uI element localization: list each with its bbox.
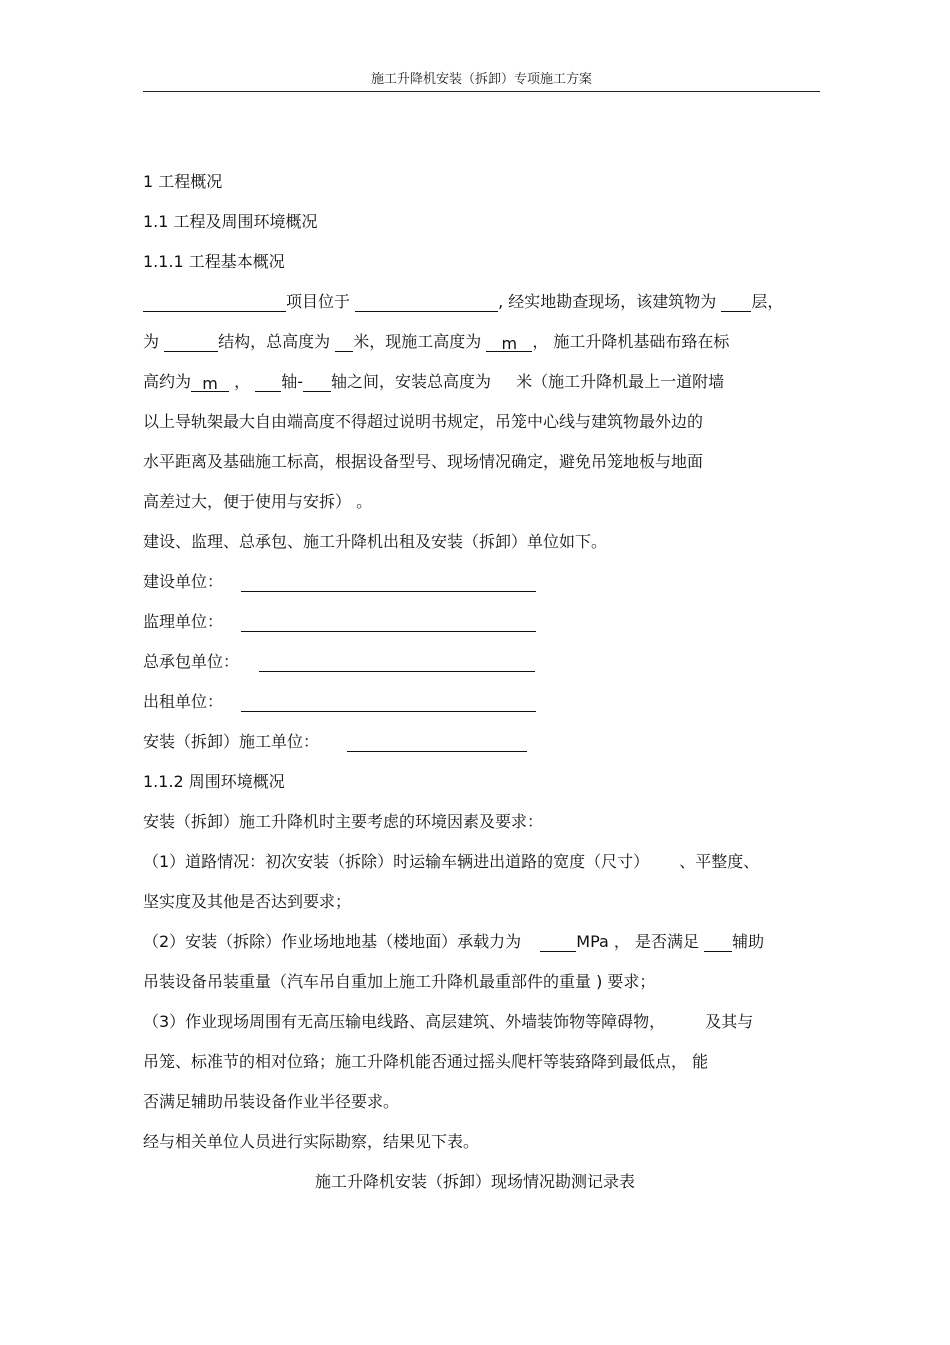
env-text: （3）作业现场周围有无高压输电线路、高层建筑、外墙装饰物等障碍物， — [143, 1012, 666, 1031]
bearing-capacity-blank — [540, 934, 576, 952]
overview-text: 米（施工升降机最上一道附墙 — [516, 372, 725, 391]
header-divider — [143, 91, 820, 92]
overview-line-5: 水平距离及基础施工标高，根据设备型号、现场情况确定，避免吊笼地板与地面 — [143, 452, 704, 471]
overview-text: 结构，总高度为 — [218, 332, 331, 351]
env-item-2 — [143, 932, 764, 952]
env-item-3 — [143, 1012, 753, 1032]
env-text: （1）道路情况：初次安装（拆除）时运输车辆进出道路的宽度（尺寸） — [143, 852, 650, 871]
section-1-1-2-heading: 1.1.2 周围环境概况 — [143, 772, 285, 791]
meets-requirement-blank — [704, 934, 732, 952]
overview-text: 为 — [143, 332, 160, 351]
env-text: ， 是否满足 — [613, 932, 700, 951]
install-unit-blank — [347, 734, 527, 752]
project-location-blank — [355, 294, 498, 312]
current-height-blank: m — [486, 334, 532, 352]
total-height-blank — [335, 334, 353, 352]
env-item-1-cont: 坚实度及其他是否达到要求； — [143, 892, 352, 911]
overview-text: ， 施工升降机基础布臵在标 — [532, 332, 730, 351]
env-text: 辅助 — [732, 932, 765, 951]
overview-text: 轴之间，安装总高度为 — [331, 372, 492, 391]
survey-result-text: 经与相关单位人员进行实际勘察，结果见下表。 — [143, 1132, 480, 1151]
axis-start-blank — [255, 374, 281, 392]
construction-unit-label: 建设单位： — [143, 572, 224, 591]
overview-line-6: 高差过大，便于使用与安拆） 。 — [143, 492, 373, 511]
supervision-unit-row — [143, 612, 536, 632]
construction-unit-row — [143, 572, 536, 592]
overview-text: 米，现施工高度为 — [353, 332, 482, 351]
general-contractor-row — [143, 652, 535, 672]
overview-text: 轴- — [281, 372, 303, 391]
env-item-2-cont: 吊装设备吊装重量（汽车吊自重加上施工升降机最重部件的重量 ) 要求； — [143, 972, 656, 991]
overview-text: 项目位于 — [286, 292, 351, 311]
page-header-title: 施工升降机安装（拆卸）专项施工方案 — [370, 72, 592, 87]
general-contractor-label: 总承包单位： — [143, 652, 240, 671]
env-text: 、平整度、 — [679, 852, 760, 871]
rental-unit-label: 出租单位： — [143, 692, 224, 711]
env-item-3-cont: 吊笼、标准节的相对位臵；施工升降机能否通过摇头爬杆等装臵降到最低点， 能 — [143, 1052, 709, 1071]
structure-blank — [164, 334, 218, 352]
supervision-unit-label: 监理单位： — [143, 612, 224, 631]
construction-unit-blank — [241, 574, 536, 592]
install-unit-row — [143, 732, 527, 752]
table-title: 施工升降机安装（拆卸）现场情况勘测记录表 — [314, 1172, 635, 1191]
overview-line-4: 以上导轨架最大自由端高度不得超过说明书规定，吊笼中心线与建筑物最外边的 — [143, 412, 704, 431]
env-text: 及其与 — [705, 1012, 754, 1031]
section-1-1-heading: 1.1 工程及周围环境概况 — [143, 212, 318, 231]
section-1-heading: 1 工程概况 — [143, 172, 223, 191]
install-unit-label: 安装（拆卸）施工单位： — [143, 732, 320, 751]
overview-text: ， — [234, 372, 251, 391]
floors-blank — [721, 294, 751, 312]
supervision-unit-blank — [241, 614, 536, 632]
rental-unit-row — [143, 692, 536, 712]
env-item-3-cont-2: 否满足辅助吊装设备作业半径要求。 — [143, 1092, 400, 1111]
foundation-elevation-blank: m — [191, 374, 229, 392]
section-1-1-1-heading: 1.1.1 工程基本概况 — [143, 252, 285, 271]
rental-unit-blank — [241, 694, 536, 712]
project-name-blank — [143, 294, 286, 312]
env-text: （2）安装（拆除）作业场地地基（楼地面）承载力为 — [143, 932, 522, 951]
bearing-capacity-unit: MPa — [576, 932, 609, 951]
overview-line-1 — [143, 292, 783, 312]
overview-text: 层， — [751, 292, 784, 311]
overview-line-2 — [143, 332, 729, 352]
axis-end-blank — [303, 374, 331, 392]
overview-line-3 — [143, 372, 724, 392]
env-item-1 — [143, 852, 759, 872]
units-intro: 建设、监理、总承包、施工升降机出租及安装（拆卸）单位如下。 — [143, 532, 608, 551]
overview-text: , 经实地勘查现场，该建筑物为 — [498, 292, 717, 311]
general-contractor-blank — [259, 654, 535, 672]
environment-intro: 安装（拆卸）施工升降机时主要考虑的环境因素及要求： — [143, 812, 544, 831]
overview-text: 高约为 — [143, 372, 192, 391]
